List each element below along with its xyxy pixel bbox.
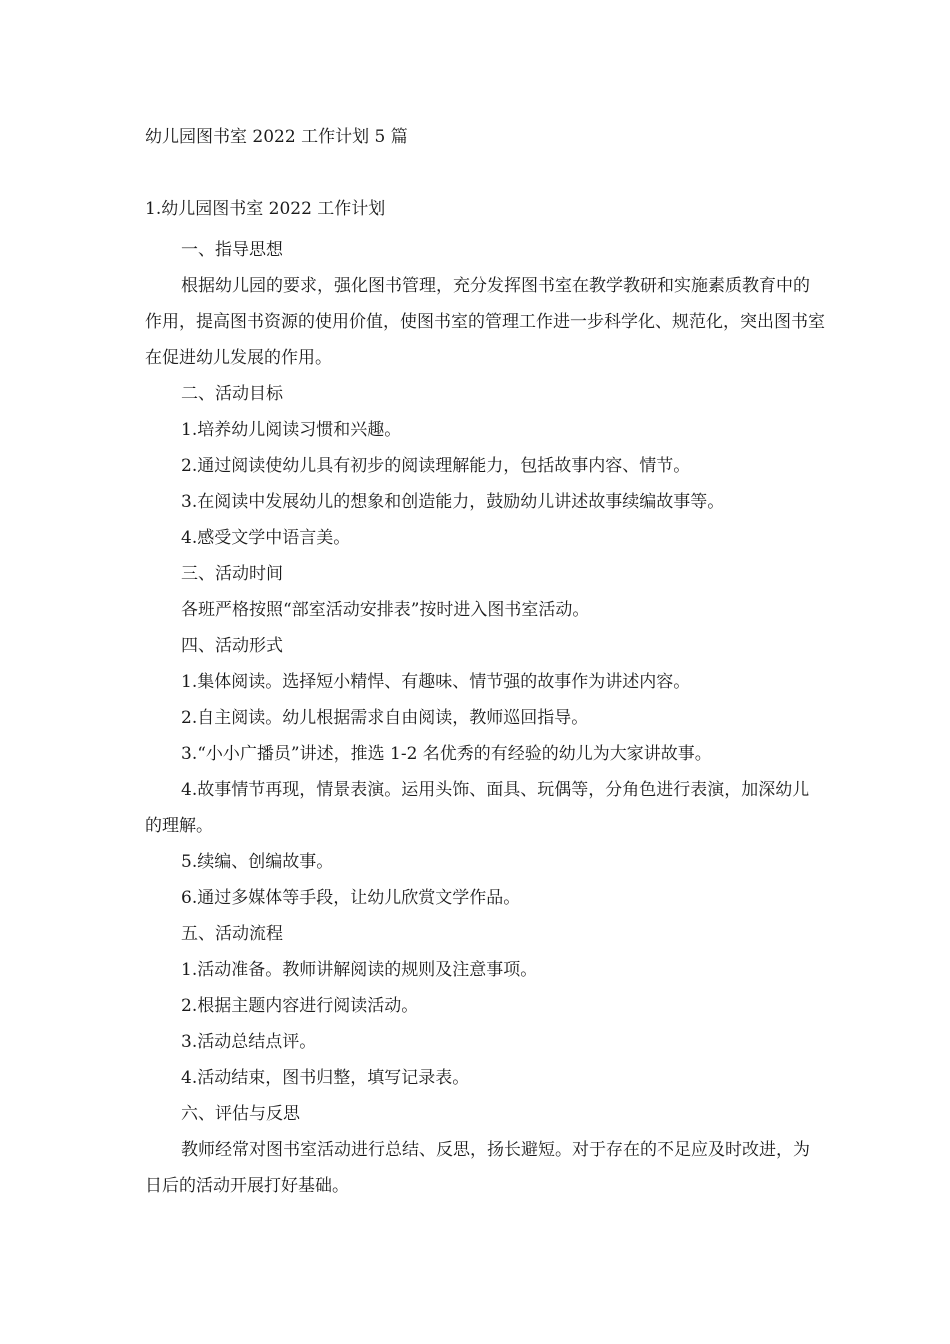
list-item: 2.通过阅读使幼儿具有初步的阅读理解能力，包括故事内容、情节。 — [181, 456, 691, 476]
paragraph: 教师经常对图书室活动进行总结、反思，扬长避短。对于存在的不足应及时改进，为日后的活动开展打好基础。 — [145, 1140, 810, 1196]
list-item: 1.集体阅读。选择短小精悍、有趣味、情节强的故事作为讲述内容。 — [181, 672, 691, 692]
heading-activity-process: 五、活动流程 — [181, 924, 283, 944]
paragraph: 根据幼儿园的要求，强化图书管理，充分发挥图书室在教学教研和实施素质教育中的作用，提高图书资源的使用价值，使图书室的管理工作进一步科学化、规范化，突出图书室在促进幼儿发展的作用。 — [145, 276, 825, 368]
list-item: 1.活动准备。教师讲解阅读的规则及注意事项。 — [181, 960, 538, 980]
list-item: 3.活动总结点评。 — [181, 1032, 317, 1052]
heading-activity-forms: 四、活动形式 — [181, 636, 283, 656]
list-item: 4.活动结束，图书归整，填写记录表。 — [181, 1068, 470, 1088]
list-item: 5.续编、创编故事。 — [181, 852, 334, 872]
list-item: 1.培养幼儿阅读习惯和兴趣。 — [181, 420, 402, 440]
heading-activity-goals: 二、活动目标 — [181, 384, 283, 404]
document-body — [145, 196, 825, 1204]
list-item: 6.通过多媒体等手段，让幼儿欣赏文学作品。 — [181, 888, 521, 908]
list-item: 2.根据主题内容进行阅读活动。 — [181, 996, 419, 1016]
list-item: 3.“小小广播员”讲述，推选 1-2 名优秀的有经验的幼儿为大家讲故事。 — [181, 744, 712, 764]
list-item: 4.感受文学中语言美。 — [181, 528, 351, 548]
heading-guiding-thought: 一、指导思想 — [181, 240, 283, 260]
document-title: 幼儿园图书室 2022 工作计划 5 篇 — [145, 127, 408, 147]
list-item: 2.自主阅读。幼儿根据需求自由阅读，教师巡回指导。 — [181, 708, 589, 728]
paragraph: 各班严格按照“部室活动安排表”按时进入图书室活动。 — [181, 600, 590, 620]
heading-evaluation-reflection: 六、评估与反思 — [181, 1104, 300, 1124]
section-title: 1.幼儿园图书室 2022 工作计划 — [145, 199, 386, 219]
list-item: 3.在阅读中发展幼儿的想象和创造能力，鼓励幼儿讲述故事续编故事等。 — [181, 492, 725, 512]
heading-activity-time: 三、活动时间 — [181, 564, 283, 584]
list-item: 4.故事情节再现，情景表演。运用头饰、面具、玩偶等，分角色进行表演，加深幼儿的理解。 — [145, 780, 810, 836]
